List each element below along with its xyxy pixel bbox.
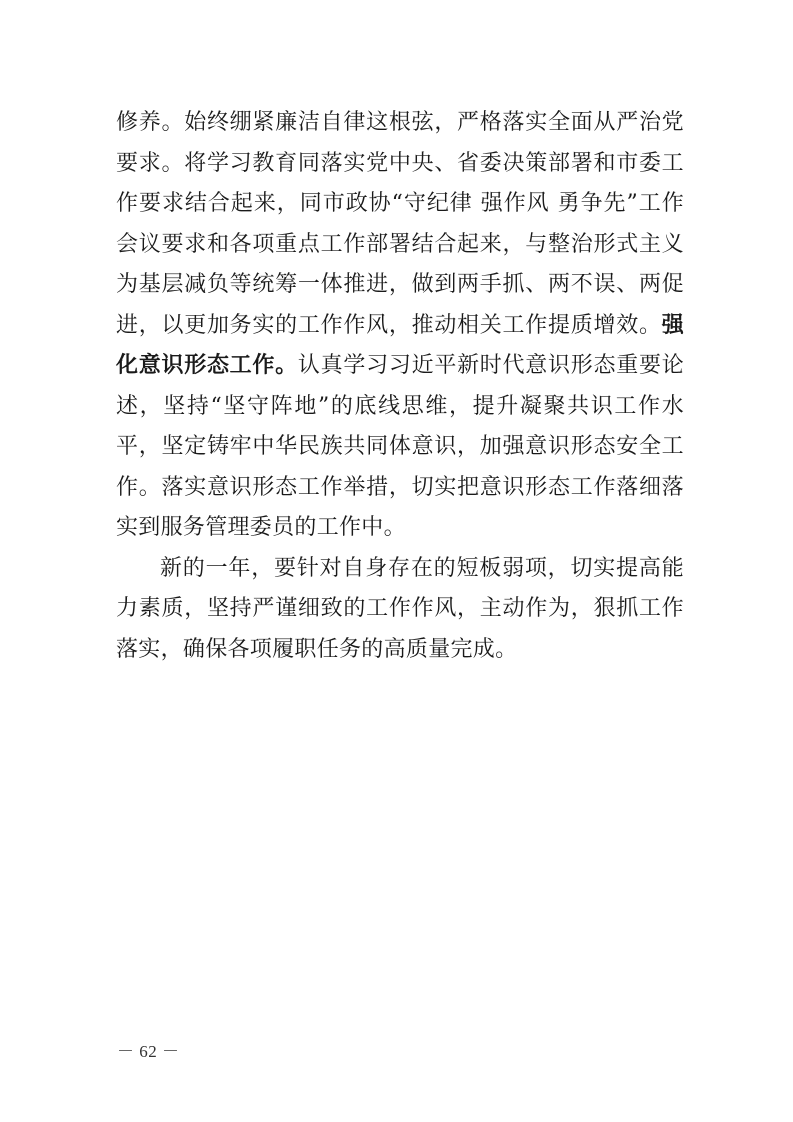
- paragraph-text: 新的一年，要针对自身存在的短板弱项，切实提高能力素质，坚持严谨细致的工作作风，主动作为，狠抓工作落实，确保各项履职任务的高质量完成。: [116, 555, 684, 662]
- page-number: － 62 －: [117, 1042, 180, 1061]
- paragraph-continuation: [116, 103, 684, 549]
- section-heading-bold: 强化意识形态工作。: [116, 312, 684, 378]
- document-body: [116, 103, 684, 670]
- paragraph-closing: [116, 549, 684, 671]
- paragraph-text: 认真学习习近平新时代意识形态重要论述，坚持“坚守阵地”的底线思维，提升凝聚共识工作水平，坚定铸牢中华民族共同体意识，加强意识形态安全工作。落实意识形态工作举措，切实把意识形态工作落细落实到服务管理委员的工作中。: [116, 353, 684, 540]
- paragraph-text: 修养。始终绷紧廉洁自律这根弦，严格落实全面从严治党要求。将学习教育同落实党中央、省委决策部署和市委工作要求结合起来，同市政协“守纪律 强作风 勇争先”工作会议要求和各项重点工作部署结合起来，与整治形式主义为基层减负等统筹一体推进，做到两手抓、两不误、两促进，以更加务实的工作作风，推动相关工作提质增效。: [116, 110, 684, 338]
